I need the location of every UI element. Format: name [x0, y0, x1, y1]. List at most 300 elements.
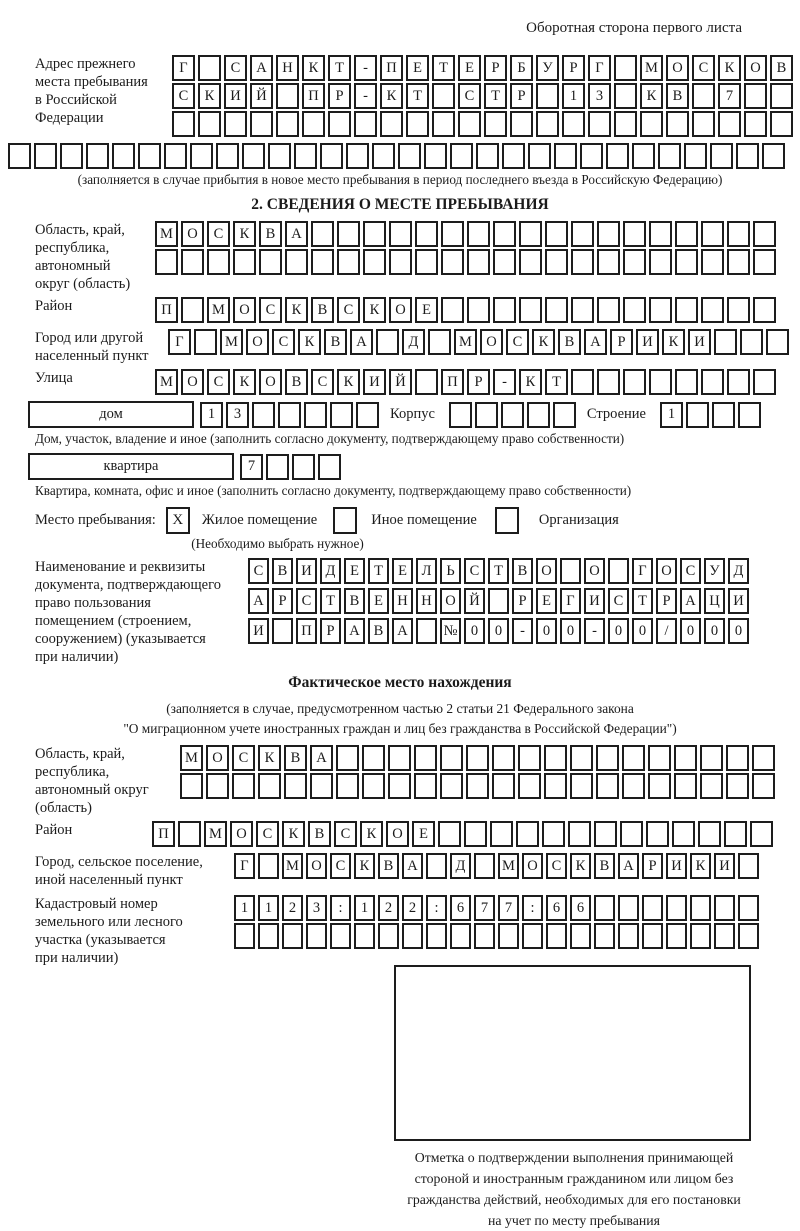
char-box[interactable]	[266, 454, 289, 480]
char-box[interactable]: К	[258, 745, 281, 771]
char-box[interactable]	[424, 143, 447, 169]
char-box[interactable]	[198, 55, 221, 81]
char-box[interactable]: Р	[510, 83, 533, 109]
char-box[interactable]	[310, 773, 333, 799]
char-box[interactable]	[60, 143, 83, 169]
char-box[interactable]: Т	[406, 83, 429, 109]
char-box[interactable]	[224, 111, 247, 137]
char-box[interactable]	[632, 143, 655, 169]
prev-address-row-3[interactable]	[172, 111, 796, 137]
char-box[interactable]	[594, 923, 615, 949]
char-box[interactable]	[675, 221, 698, 247]
char-box[interactable]: Ь	[440, 558, 461, 584]
char-box[interactable]	[34, 143, 57, 169]
char-box[interactable]	[672, 821, 695, 847]
char-box[interactable]	[398, 143, 421, 169]
char-box[interactable]: К	[282, 821, 305, 847]
char-box[interactable]	[426, 923, 447, 949]
char-box[interactable]: В	[324, 329, 347, 355]
char-box[interactable]	[302, 111, 325, 137]
char-box[interactable]: 7	[498, 895, 519, 921]
document-row-3[interactable]	[248, 618, 752, 644]
char-box[interactable]	[362, 745, 385, 771]
char-box[interactable]: М	[180, 745, 203, 771]
char-box[interactable]	[516, 821, 539, 847]
char-box[interactable]: 1	[234, 895, 255, 921]
char-box[interactable]	[336, 745, 359, 771]
char-box[interactable]	[268, 143, 291, 169]
prev-address-row-4[interactable]	[8, 143, 800, 169]
char-box[interactable]	[770, 111, 793, 137]
char-box[interactable]	[372, 143, 395, 169]
char-box[interactable]	[181, 297, 204, 323]
char-box[interactable]: И	[363, 369, 386, 395]
char-box[interactable]	[545, 249, 568, 275]
char-box[interactable]: М	[155, 369, 178, 395]
char-box[interactable]	[649, 221, 672, 247]
char-box[interactable]	[528, 143, 551, 169]
char-box[interactable]: С	[296, 588, 317, 614]
char-box[interactable]: В	[368, 618, 389, 644]
char-box[interactable]	[330, 923, 351, 949]
char-box[interactable]	[597, 249, 620, 275]
char-box[interactable]	[648, 773, 671, 799]
char-box[interactable]: Р	[610, 329, 633, 355]
char-box[interactable]	[178, 821, 201, 847]
char-box[interactable]	[618, 895, 639, 921]
char-box[interactable]	[527, 402, 550, 428]
char-box[interactable]: Т	[632, 588, 653, 614]
char-box[interactable]: Т	[328, 55, 351, 81]
char-box[interactable]: О	[230, 821, 253, 847]
char-box[interactable]: Р	[467, 369, 490, 395]
char-box[interactable]	[416, 618, 437, 644]
char-box[interactable]: О	[744, 55, 767, 81]
char-box[interactable]	[580, 143, 603, 169]
char-box[interactable]: 6	[546, 895, 567, 921]
char-box[interactable]	[414, 745, 437, 771]
char-box[interactable]	[562, 111, 585, 137]
char-box[interactable]: 1	[200, 402, 223, 428]
char-box[interactable]	[727, 297, 750, 323]
char-box[interactable]	[546, 923, 567, 949]
char-box[interactable]	[594, 895, 615, 921]
char-box[interactable]	[690, 923, 711, 949]
char-box[interactable]: 0	[536, 618, 557, 644]
char-box[interactable]	[426, 853, 447, 879]
char-box[interactable]	[666, 895, 687, 921]
char-box[interactable]	[467, 249, 490, 275]
char-box[interactable]: Е	[458, 55, 481, 81]
char-box[interactable]: К	[233, 221, 256, 247]
char-box[interactable]: А	[248, 588, 269, 614]
char-box[interactable]: О	[306, 853, 327, 879]
char-box[interactable]	[701, 221, 724, 247]
char-box[interactable]	[570, 923, 591, 949]
char-box[interactable]: И	[714, 853, 735, 879]
char-box[interactable]: -	[354, 55, 377, 81]
char-box[interactable]: О	[181, 221, 204, 247]
char-box[interactable]	[474, 853, 495, 879]
char-box[interactable]: С	[224, 55, 247, 81]
char-box[interactable]: Р	[562, 55, 585, 81]
char-box[interactable]: А	[285, 221, 308, 247]
char-box[interactable]: Р	[656, 588, 677, 614]
char-box[interactable]: 7	[240, 454, 263, 480]
char-box[interactable]: Е	[344, 558, 365, 584]
char-box[interactable]	[701, 369, 724, 395]
char-box[interactable]	[415, 249, 438, 275]
char-box[interactable]	[649, 369, 672, 395]
char-box[interactable]: В	[308, 821, 331, 847]
checkbox-other-premises[interactable]	[333, 507, 357, 534]
char-box[interactable]: Т	[432, 55, 455, 81]
char-box[interactable]	[560, 558, 581, 584]
char-box[interactable]	[692, 83, 715, 109]
char-box[interactable]	[190, 143, 213, 169]
char-box[interactable]: Е	[406, 55, 429, 81]
district-row[interactable]	[155, 297, 779, 323]
char-box[interactable]	[714, 895, 735, 921]
char-box[interactable]	[614, 83, 637, 109]
char-box[interactable]: Т	[484, 83, 507, 109]
char-box[interactable]	[233, 249, 256, 275]
char-box[interactable]	[753, 369, 776, 395]
char-box[interactable]: 3	[306, 895, 327, 921]
char-box[interactable]: Д	[320, 558, 341, 584]
char-box[interactable]: Е	[415, 297, 438, 323]
char-box[interactable]: К	[690, 853, 711, 879]
prev-address-row-1[interactable]	[172, 55, 796, 81]
char-box[interactable]: А	[584, 329, 607, 355]
char-box[interactable]	[727, 221, 750, 247]
char-box[interactable]: 2	[378, 895, 399, 921]
char-box[interactable]: И	[728, 588, 749, 614]
char-box[interactable]: И	[666, 853, 687, 879]
actual-region-row-2[interactable]	[180, 773, 778, 799]
char-box[interactable]: К	[233, 369, 256, 395]
char-box[interactable]: 7	[474, 895, 495, 921]
prev-address-row-2[interactable]	[172, 83, 796, 109]
char-box[interactable]	[86, 143, 109, 169]
char-box[interactable]	[207, 249, 230, 275]
actual-region-row-1[interactable]	[180, 745, 778, 771]
char-box[interactable]: И	[688, 329, 711, 355]
char-box[interactable]	[674, 773, 697, 799]
char-box[interactable]	[475, 402, 498, 428]
char-box[interactable]	[258, 773, 281, 799]
char-box[interactable]: И	[248, 618, 269, 644]
char-box[interactable]	[138, 143, 161, 169]
char-box[interactable]: 3	[226, 402, 249, 428]
char-box[interactable]: К	[380, 83, 403, 109]
char-box[interactable]: Е	[392, 558, 413, 584]
char-box[interactable]	[536, 83, 559, 109]
char-box[interactable]	[738, 895, 759, 921]
char-box[interactable]	[692, 111, 715, 137]
char-box[interactable]	[594, 821, 617, 847]
char-box[interactable]: В	[594, 853, 615, 879]
char-box[interactable]	[606, 143, 629, 169]
char-box[interactable]: Д	[402, 329, 425, 355]
char-box[interactable]	[389, 249, 412, 275]
char-box[interactable]: К	[640, 83, 663, 109]
char-box[interactable]	[623, 249, 646, 275]
char-box[interactable]: Н	[392, 588, 413, 614]
cadastre-row-1[interactable]	[234, 895, 762, 921]
char-box[interactable]	[712, 402, 735, 428]
char-box[interactable]: :	[426, 895, 447, 921]
char-box[interactable]	[736, 143, 759, 169]
char-box[interactable]	[536, 111, 559, 137]
char-box[interactable]	[544, 773, 567, 799]
char-box[interactable]: О	[259, 369, 282, 395]
char-box[interactable]	[438, 821, 461, 847]
char-box[interactable]: И	[636, 329, 659, 355]
char-box[interactable]	[646, 821, 669, 847]
char-box[interactable]	[738, 923, 759, 949]
char-box[interactable]: В	[770, 55, 793, 81]
char-box[interactable]: К	[570, 853, 591, 879]
char-box[interactable]: 2	[282, 895, 303, 921]
char-box[interactable]: В	[378, 853, 399, 879]
char-box[interactable]: К	[354, 853, 375, 879]
char-box[interactable]: Л	[416, 558, 437, 584]
char-box[interactable]: П	[302, 83, 325, 109]
char-box[interactable]: О	[584, 558, 605, 584]
char-box[interactable]	[441, 249, 464, 275]
char-box[interactable]	[658, 143, 681, 169]
char-box[interactable]: Е	[412, 821, 435, 847]
char-box[interactable]: С	[546, 853, 567, 879]
char-box[interactable]	[258, 853, 279, 879]
char-box[interactable]: С	[334, 821, 357, 847]
apartment-number-boxes[interactable]	[240, 454, 344, 480]
char-box[interactable]: А	[618, 853, 639, 879]
char-box[interactable]: /	[656, 618, 677, 644]
char-box[interactable]: Р	[512, 588, 533, 614]
char-box[interactable]	[258, 923, 279, 949]
char-box[interactable]	[194, 329, 217, 355]
char-box[interactable]: О	[206, 745, 229, 771]
char-box[interactable]	[649, 297, 672, 323]
region-row-2[interactable]	[155, 249, 779, 275]
char-box[interactable]	[493, 249, 516, 275]
char-box[interactable]	[597, 221, 620, 247]
char-box[interactable]	[608, 558, 629, 584]
char-box[interactable]	[464, 821, 487, 847]
char-box[interactable]	[450, 923, 471, 949]
char-box[interactable]: И	[224, 83, 247, 109]
char-box[interactable]: А	[350, 329, 373, 355]
char-box[interactable]	[622, 745, 645, 771]
char-box[interactable]	[441, 297, 464, 323]
char-box[interactable]	[285, 249, 308, 275]
char-box[interactable]	[441, 221, 464, 247]
char-box[interactable]	[519, 249, 542, 275]
char-box[interactable]: :	[522, 895, 543, 921]
char-box[interactable]	[181, 249, 204, 275]
char-box[interactable]	[519, 297, 542, 323]
char-box[interactable]	[493, 297, 516, 323]
char-box[interactable]	[292, 454, 315, 480]
char-box[interactable]: Б	[510, 55, 533, 81]
char-box[interactable]: И	[584, 588, 605, 614]
char-box[interactable]	[346, 143, 369, 169]
char-box[interactable]: Г	[172, 55, 195, 81]
char-box[interactable]: Н	[416, 588, 437, 614]
char-box[interactable]: 0	[728, 618, 749, 644]
char-box[interactable]: С	[232, 745, 255, 771]
char-box[interactable]: К	[337, 369, 360, 395]
char-box[interactable]	[666, 111, 689, 137]
char-box[interactable]: №	[440, 618, 461, 644]
char-box[interactable]: 0	[560, 618, 581, 644]
char-box[interactable]: К	[360, 821, 383, 847]
char-box[interactable]: Г	[560, 588, 581, 614]
char-box[interactable]: :	[330, 895, 351, 921]
char-box[interactable]	[642, 895, 663, 921]
char-box[interactable]	[622, 773, 645, 799]
char-box[interactable]: С	[207, 369, 230, 395]
char-box[interactable]	[318, 454, 341, 480]
char-box[interactable]	[571, 221, 594, 247]
char-box[interactable]: К	[532, 329, 555, 355]
char-box[interactable]	[690, 895, 711, 921]
char-box[interactable]: Т	[488, 558, 509, 584]
char-box[interactable]: 0	[488, 618, 509, 644]
char-box[interactable]	[545, 221, 568, 247]
char-box[interactable]	[259, 249, 282, 275]
apartment-type-box[interactable]: квартира	[28, 453, 234, 480]
char-box[interactable]	[640, 111, 663, 137]
char-box[interactable]	[206, 773, 229, 799]
char-box[interactable]	[415, 369, 438, 395]
char-box[interactable]	[597, 297, 620, 323]
char-box[interactable]	[466, 773, 489, 799]
char-box[interactable]: 0	[704, 618, 725, 644]
char-box[interactable]	[753, 221, 776, 247]
char-box[interactable]: К	[198, 83, 221, 109]
char-box[interactable]: А	[680, 588, 701, 614]
char-box[interactable]	[492, 773, 515, 799]
char-box[interactable]: Р	[328, 83, 351, 109]
char-box[interactable]	[498, 923, 519, 949]
char-box[interactable]	[738, 853, 759, 879]
char-box[interactable]	[164, 143, 187, 169]
char-box[interactable]: П	[296, 618, 317, 644]
char-box[interactable]	[402, 923, 423, 949]
char-box[interactable]: Й	[464, 588, 485, 614]
char-box[interactable]	[294, 143, 317, 169]
char-box[interactable]	[440, 745, 463, 771]
char-box[interactable]: С	[248, 558, 269, 584]
char-box[interactable]: С	[608, 588, 629, 614]
char-box[interactable]	[727, 249, 750, 275]
char-box[interactable]	[242, 143, 265, 169]
char-box[interactable]	[545, 297, 568, 323]
char-box[interactable]	[328, 111, 351, 137]
char-box[interactable]	[620, 821, 643, 847]
char-box[interactable]: Г	[168, 329, 191, 355]
char-box[interactable]: Е	[536, 588, 557, 614]
char-box[interactable]	[466, 745, 489, 771]
char-box[interactable]	[502, 143, 525, 169]
char-box[interactable]	[571, 297, 594, 323]
char-box[interactable]: В	[558, 329, 581, 355]
char-box[interactable]	[588, 111, 611, 137]
char-box[interactable]: В	[284, 745, 307, 771]
char-box[interactable]	[467, 297, 490, 323]
char-box[interactable]	[354, 923, 375, 949]
char-box[interactable]	[570, 745, 593, 771]
char-box[interactable]: К	[718, 55, 741, 81]
char-box[interactable]: У	[536, 55, 559, 81]
char-box[interactable]: О	[536, 558, 557, 584]
char-box[interactable]	[675, 297, 698, 323]
char-box[interactable]: С	[680, 558, 701, 584]
char-box[interactable]	[740, 329, 763, 355]
char-box[interactable]	[330, 402, 353, 428]
char-box[interactable]	[172, 111, 195, 137]
char-box[interactable]: -	[584, 618, 605, 644]
char-box[interactable]	[596, 773, 619, 799]
char-box[interactable]	[571, 249, 594, 275]
char-box[interactable]	[112, 143, 135, 169]
char-box[interactable]: К	[519, 369, 542, 395]
char-box[interactable]	[752, 745, 775, 771]
char-box[interactable]: С	[464, 558, 485, 584]
char-box[interactable]: О	[233, 297, 256, 323]
char-box[interactable]: С	[458, 83, 481, 109]
char-box[interactable]	[432, 111, 455, 137]
stroenie-boxes[interactable]	[660, 402, 764, 428]
char-box[interactable]	[623, 369, 646, 395]
char-box[interactable]: Д	[728, 558, 749, 584]
char-box[interactable]	[770, 83, 793, 109]
char-box[interactable]	[642, 923, 663, 949]
char-box[interactable]	[311, 221, 334, 247]
char-box[interactable]: К	[302, 55, 325, 81]
char-box[interactable]: 1	[258, 895, 279, 921]
char-box[interactable]	[388, 773, 411, 799]
char-box[interactable]: О	[666, 55, 689, 81]
char-box[interactable]: 0	[608, 618, 629, 644]
char-box[interactable]: К	[662, 329, 685, 355]
char-box[interactable]: 6	[450, 895, 471, 921]
char-box[interactable]	[376, 329, 399, 355]
char-box[interactable]: К	[285, 297, 308, 323]
char-box[interactable]	[276, 83, 299, 109]
char-box[interactable]	[282, 923, 303, 949]
char-box[interactable]: -	[512, 618, 533, 644]
char-box[interactable]: 2	[402, 895, 423, 921]
char-box[interactable]	[684, 143, 707, 169]
char-box[interactable]: М	[155, 221, 178, 247]
char-box[interactable]	[362, 773, 385, 799]
char-box[interactable]: Е	[368, 588, 389, 614]
house-type-box[interactable]: дом	[28, 401, 194, 428]
char-box[interactable]	[304, 402, 327, 428]
char-box[interactable]: 3	[588, 83, 611, 109]
char-box[interactable]	[674, 745, 697, 771]
char-box[interactable]: С	[256, 821, 279, 847]
char-box[interactable]	[744, 111, 767, 137]
char-box[interactable]	[155, 249, 178, 275]
char-box[interactable]: О	[389, 297, 412, 323]
char-box[interactable]: Г	[588, 55, 611, 81]
char-box[interactable]	[727, 369, 750, 395]
